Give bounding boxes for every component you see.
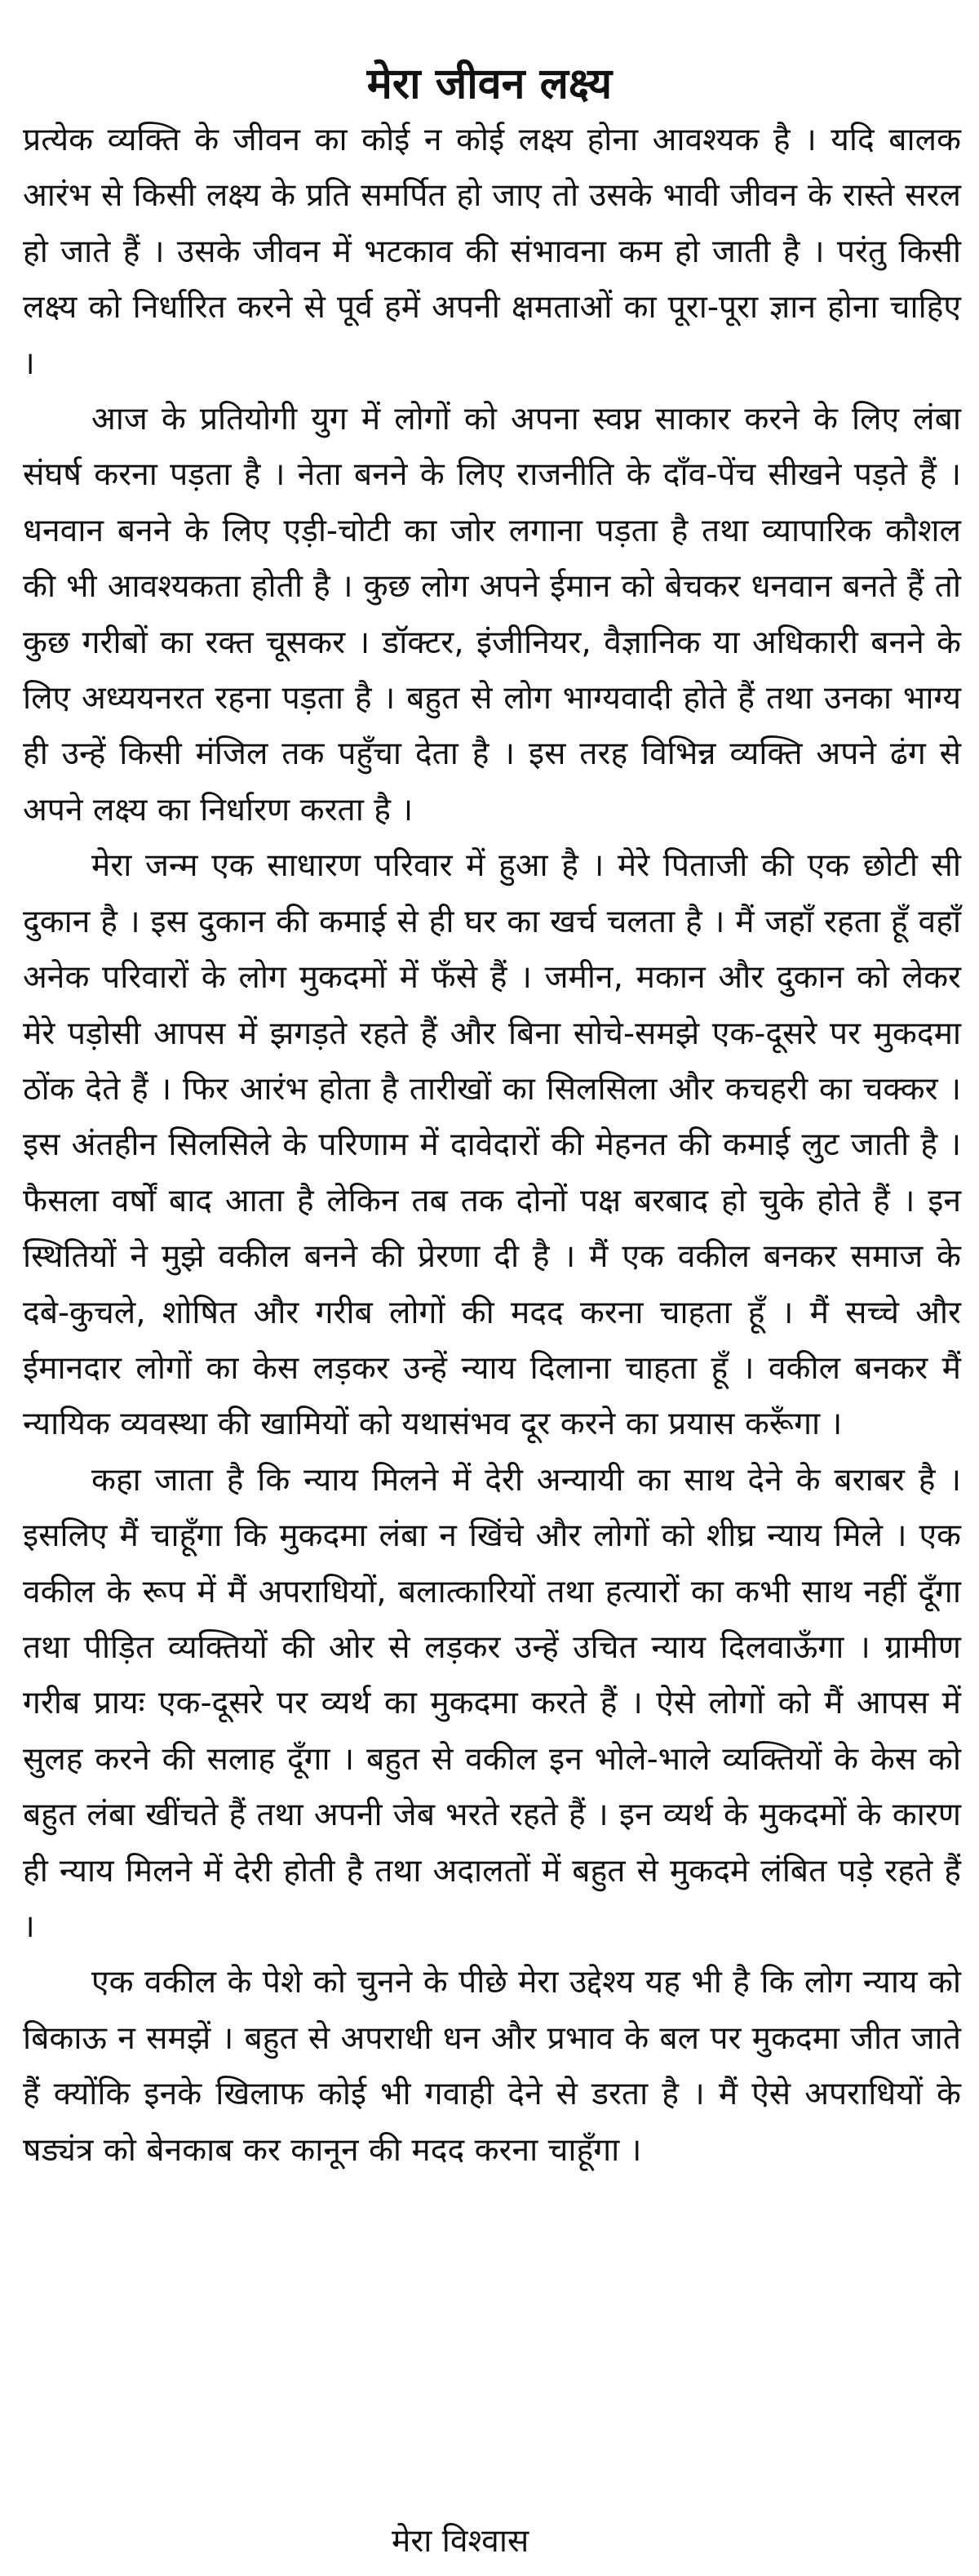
paragraph-5: एक वकील के पेशे को चुनने के पीछे मेरा उद्देश्य यह भी है कि लोग न्याय को बिकाऊ न समझें । बहुत से अपराधी धन और प्रभाव के बल पर मुकदमा जीत जाते हैं क्योंकि इनके खिलाफ कोई भी गवाही देने से डरता है । मैं ऐसे अपराधियों के षड्यंत्र को बेनकाब कर कानून की मदद करना चाहूँगा । xyxy=(23,1964,961,2169)
document-title: मेरा जीवन लक्ष्य xyxy=(366,59,613,109)
paragraph-3: मेरा जन्म एक साधारण परिवार में हुआ है । मेरे पिताजी की एक छोटी सी दुकान है । इस दुकान की कमाई से ही घर का खर्च चलता है । मैं जहाँ रहता हूँ वहाँ अनेक परिवारों के लोग मुकदमों में फँसे हैं । जमीन, मकान और दुकान को लेकर मेरे पड़ोसी आपस में झगड़ते रहते हैं और बिना सोचे-समझे एक-दूसरे पर मुकदमा ठोंक देते हैं । फिर आरंभ होता है तारीखों का सिलसिला और कचहरी का चक्कर । इस अंतहीन सिलसिले के परिणाम में दावेदारों की मेहनत की कमाई लुट जाती है । फैसला वर्षों बाद आता है लेकिन तब तक दोनों पक्ष बरबाद हो चुके होते हैं । इन स्थितियों ने मुझे वकील बनने की प्रेरणा दी है । मैं एक वकील बनकर समाज के दबे-कुचले, शोषित और गरीब लोगों की मदद करना चाहता हूँ । मैं सच्चे और ईमानदार लोगों का केस लड़कर उन्हें न्याय दिलाना चाहता हूँ । वकील बनकर मैं न्यायिक व्यवस्था की खामियों को यथासंभव दूर करने का प्रयास करूँगा । xyxy=(23,847,961,1443)
cut-off-text-fragment xyxy=(392,2520,555,2560)
paragraph-2: आज के प्रतियोगी युग में लोगों को अपना स्वप्न साकार करने के लिए लंबा संघर्ष करना पड़ता है । नेता बनने के लिए राजनीति के दाँव-पेंच सीखने पड़ते हैं । धनवान बनने के लिए एड़ी-चोटी का जोर लगाना पड़ता है तथा व्यापारिक कौशल की भी आवश्यकता होती है । कुछ लोग अपने ईमान को बेचकर धनवान बनते हैं तो कुछ गरीबों का रक्त चूसकर । डॉक्टर, इंजीनियर, वैज्ञानिक या अधिकारी बनने के लिए अध्ययनरत रहना पड़ता है । बहुत से लोग भाग्यवादी होते हैं तथा उनका भाग्य ही उन्हें किसी मंजिल तक पहुँचा देता है । इस तरह विभिन्न व्यक्ति अपने ढंग से अपने लक्ष्य का निर्धारण करता है । xyxy=(23,401,961,828)
paragraph-1: प्रत्येक व्यक्ति के जीवन का कोई न कोई लक्ष्य होना आवश्यक है । यदि बालक आरंभ से किसी लक्ष्य के प्रति समर्पित हो जाए तो उसके भावी जीवन के रास्ते सरल हो जाते हैं । उसके जीवन में भटकाव की संभावना कम हो जाती है । परंतु किसी लक्ष्य को निर्धारित करने से पूर्व हमें अपनी क्षमताओं का पूरा-पूरा ज्ञान होना चाहिए । xyxy=(23,122,961,382)
cut-off-text: मेरा विश्वास xyxy=(392,2523,529,2560)
paragraph-4: कहा जाता है कि न्याय मिलने में देरी अन्यायी का साथ देने के बराबर है । इसलिए मैं चाहूँगा कि मुकदमा लंबा न खिंचे और लोगों को शीघ्र न्याय मिले । एक वकील के रूप में मैं अपराधियों, बलात्कारियों तथा हत्यारों का कभी साथ नहीं दूँगा तथा पीड़ित व्यक्तियों की ओर से लड़कर उन्हें उचित न्याय दिलवाऊँगा । ग्रामीण गरीब प्रायः एक-दूसरे पर व्यर्थ का मुकदमा करते हैं । ऐसे लोगों को मैं आपस में सुलह करने की सलाह दूँगा । बहुत से वकील इन भोले-भाले व्यक्तियों के केस को बहुत लंबा खींचते हैं तथा अपनी जेब भरते रहते हैं । इन व्यर्थ के मुकदमों के कारण ही न्याय मिलने में देरी होती है तथा अदालतों में बहुत से मुकदमे लंबित पड़े रहते हैं । xyxy=(23,1461,961,1945)
essay-body xyxy=(23,113,961,2178)
